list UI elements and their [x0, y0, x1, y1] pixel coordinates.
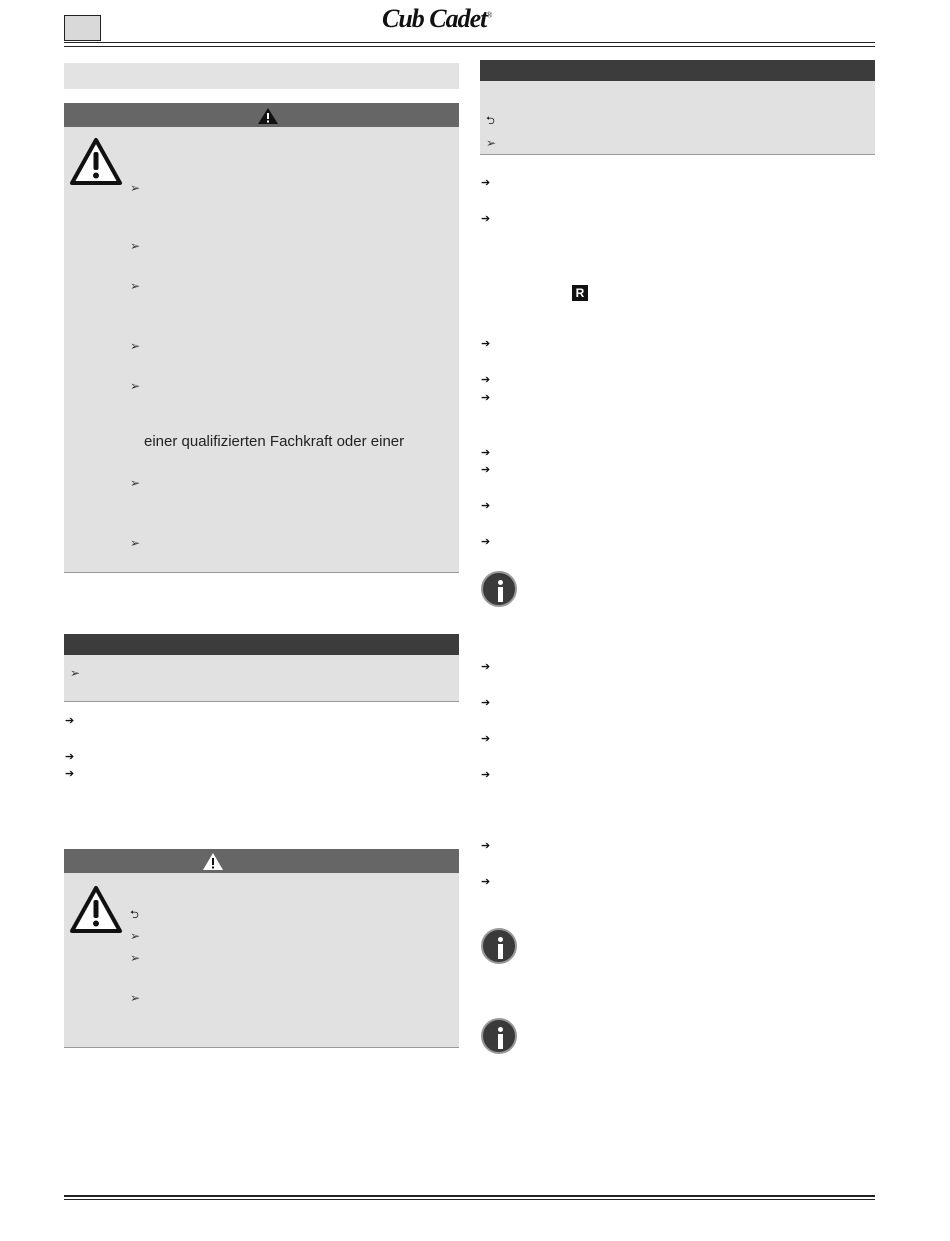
chevron-bullet-icon: ➢: [130, 279, 141, 293]
circular-arrow-icon: ⮌: [486, 115, 495, 127]
right-arrow-icon: ➔: [481, 213, 491, 225]
warning-panel-1: [64, 127, 459, 572]
header-rule-bottom: [64, 46, 875, 47]
right-arrow-icon: ➔: [481, 876, 491, 888]
circular-arrow-icon: ⮌: [130, 909, 139, 921]
R-gear-icon: R: [572, 285, 588, 301]
warning-header-2: [64, 849, 459, 873]
info-header-right: [480, 60, 875, 81]
panel-rule: [64, 701, 459, 702]
chevron-bullet-icon: ➢: [486, 136, 497, 150]
warning-header-1: [64, 103, 459, 127]
right-arrow-icon: ➔: [65, 768, 75, 780]
info-icon: [481, 1018, 517, 1054]
warning-small-icon: [257, 107, 279, 125]
panel-rule: [64, 572, 459, 573]
panel-rule: [64, 1047, 459, 1048]
info-icon: [481, 928, 517, 964]
footer-rule-top: [64, 1195, 875, 1197]
info-panel-right: [480, 81, 875, 154]
info-panel-left: [64, 655, 459, 701]
panel-rule: [480, 154, 875, 155]
warning-panel-2: [64, 873, 459, 1047]
chevron-bullet-icon: ➢: [130, 991, 141, 1005]
header-rule-top: [64, 42, 875, 43]
warning-triangle-icon: [69, 137, 123, 187]
right-arrow-icon: ➔: [481, 464, 491, 476]
right-arrow-icon: ➔: [65, 751, 75, 763]
right-arrow-icon: ➔: [481, 500, 491, 512]
right-arrow-icon: ➔: [481, 447, 491, 459]
warning-triangle-icon: [69, 885, 123, 935]
right-arrow-icon: ➔: [481, 733, 491, 745]
right-arrow-icon: ➔: [481, 374, 491, 386]
info-header-left: [64, 634, 459, 655]
right-arrow-icon: ➔: [481, 661, 491, 673]
chevron-bullet-icon: ➢: [130, 476, 141, 490]
warning-small-icon: [202, 852, 224, 871]
right-arrow-icon: ➔: [481, 392, 491, 404]
right-arrow-icon: ➔: [481, 177, 491, 189]
right-arrow-icon: ➔: [481, 536, 491, 548]
chevron-bullet-icon: ➢: [130, 536, 141, 550]
chevron-bullet-icon: ➢: [70, 666, 81, 680]
right-arrow-icon: ➔: [481, 769, 491, 781]
info-icon: [481, 571, 517, 607]
footer-rule-bottom: [64, 1199, 875, 1200]
section-title-bar: [64, 63, 459, 89]
page-number-box: [64, 15, 101, 41]
right-arrow-icon: ➔: [481, 338, 491, 350]
warning-text-line: einer qualifizierten Fachkraft oder einer: [144, 433, 405, 450]
chevron-bullet-icon: ➢: [130, 339, 141, 353]
brand-logo: Cub Cadet®: [382, 4, 492, 33]
right-arrow-icon: ➔: [481, 697, 491, 709]
chevron-bullet-icon: ➢: [130, 929, 141, 943]
chevron-bullet-icon: ➢: [130, 239, 141, 253]
chevron-bullet-icon: ➢: [130, 951, 141, 965]
right-arrow-icon: ➔: [65, 715, 75, 727]
chevron-bullet-icon: ➢: [130, 379, 141, 393]
right-arrow-icon: ➔: [481, 840, 491, 852]
chevron-bullet-icon: ➢: [130, 181, 141, 195]
